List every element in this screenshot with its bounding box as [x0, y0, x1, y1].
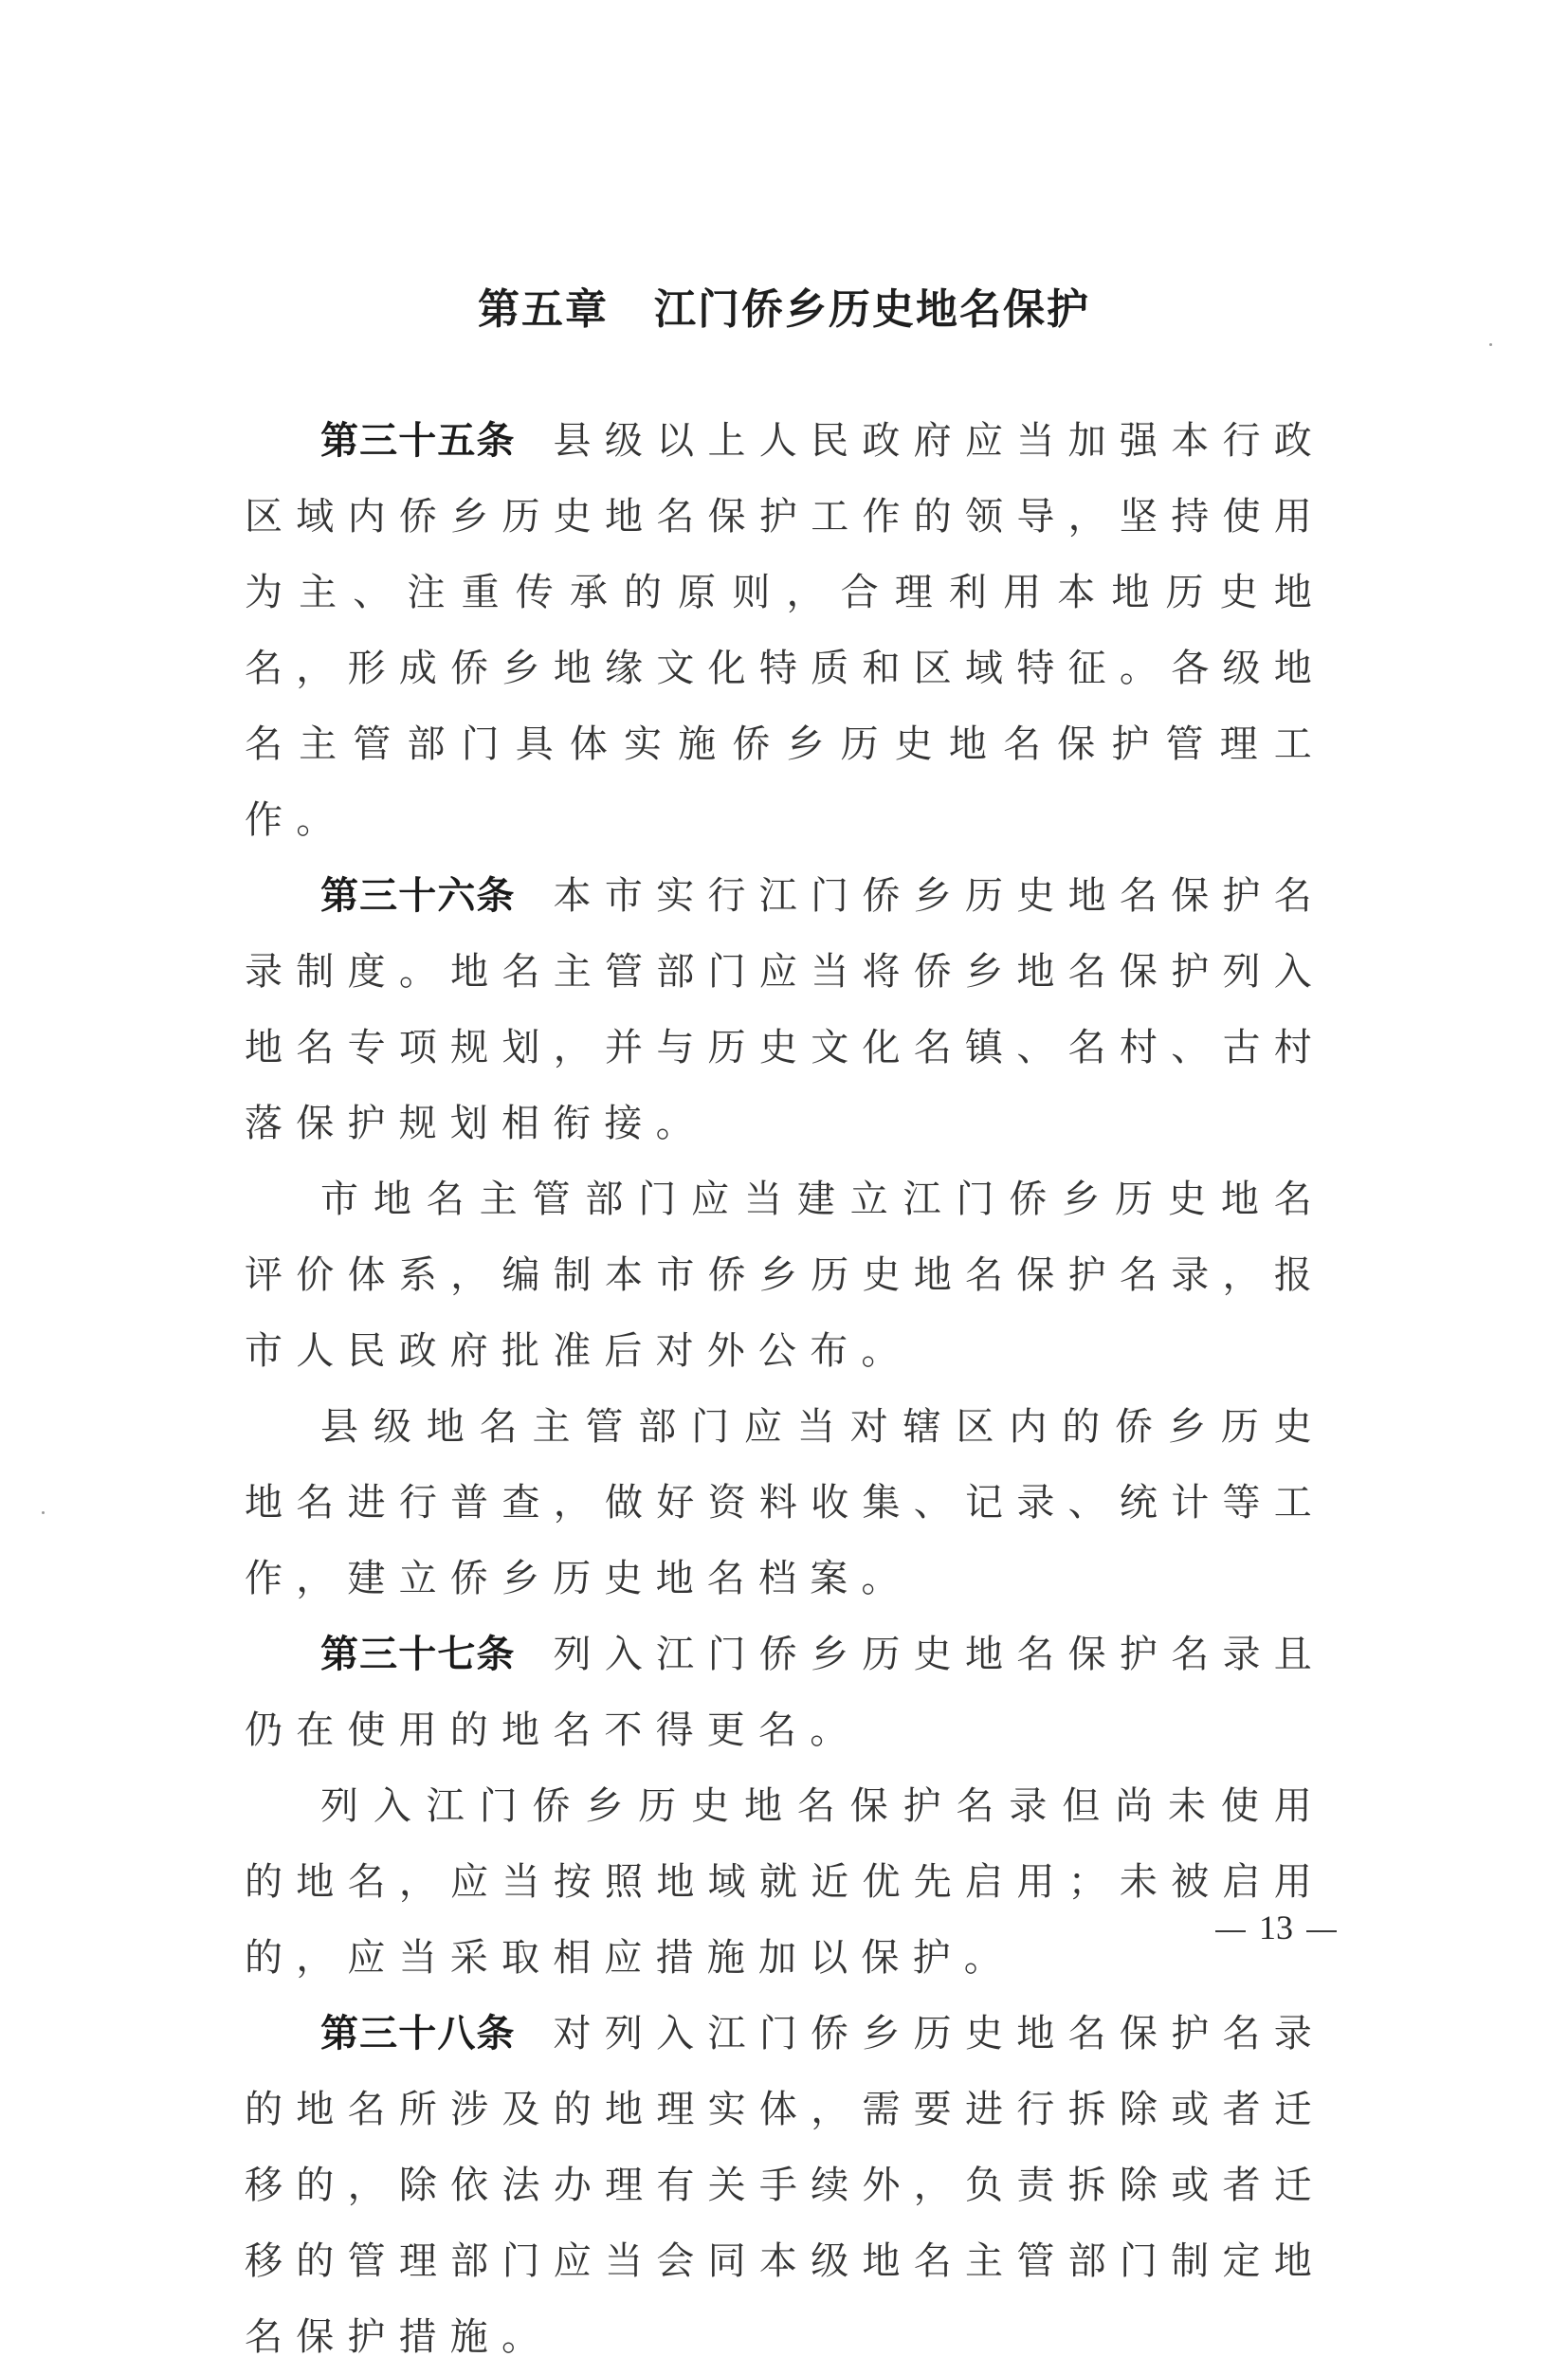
page-number-value: 13 — [1259, 1909, 1293, 1946]
paragraph-text: 县级以上人民政府应当加强本行政区域内侨乡历史地名保护工作的领导，坚持使用为主、注重传承的原则，合理利用本地历史地名，形成侨乡地缘文化特质和区域特征。各级地名主管部门具体实施侨乡历史地名保护管理工作。 — [245, 419, 1326, 842]
scan-speck — [1489, 343, 1492, 346]
page-number — [1202, 1908, 1350, 1947]
paragraph-article-37 — [245, 1617, 1325, 1768]
article-number: 第三十五条 — [320, 419, 516, 463]
paragraph-article-38 — [245, 1996, 1325, 2375]
paragraph-text: 对列入江门侨乡历史地名保护名录的地名所涉及的地理实体，需要进行拆除或者迁移的，除依法办理有关手续外，负责拆除或者迁移的管理部门应当会同本级地名主管部门制定地名保护措施。 — [245, 2012, 1326, 2359]
page-number-dash-left — [1215, 1930, 1246, 1932]
paragraph-text: 列入江门侨乡历史地名保护名录且仍在使用的地名不得更名。 — [245, 1633, 1326, 1752]
paragraph-article-36 — [245, 858, 1325, 1161]
chapter-title — [0, 282, 1568, 338]
paragraph-article-35 — [245, 403, 1325, 858]
paragraph-article-37-clause-2 — [245, 1768, 1325, 1996]
paragraph-article-36-clause-3 — [245, 1389, 1325, 1617]
article-number: 第三十八条 — [320, 2012, 516, 2055]
article-number: 第三十六条 — [320, 874, 516, 918]
paragraph-text: 列入江门侨乡历史地名保护名录但尚未使用的地名，应当按照地域就近优先启用；未被启用的，应当采取相应措施加以保护。 — [245, 1784, 1325, 1980]
paragraph-text: 本市实行江门侨乡历史地名保护名录制度。地名主管部门应当将侨乡地名保护列入地名专项规划，并与历史文化名镇、名村、古村落保护规划相衔接。 — [245, 874, 1326, 1145]
page-number-dash-right — [1306, 1930, 1337, 1932]
article-number: 第三十七条 — [320, 1633, 516, 1676]
paragraph-text: 市地名主管部门应当建立江门侨乡历史地名评价体系，编制本市侨乡历史地名保护名录，报市人民政府批准后对外公布。 — [245, 1178, 1325, 1373]
scan-speck — [42, 1511, 45, 1514]
paragraph-text: 县级地名主管部门应当对辖区内的侨乡历史地名进行普查，做好资料收集、记录、统计等工作，建立侨乡历史地名档案。 — [245, 1405, 1325, 1600]
chapter-number: 第五章 — [478, 285, 609, 335]
paragraph-article-36-clause-2 — [245, 1161, 1325, 1389]
document-body — [245, 403, 1325, 2375]
chapter-name: 江门侨乡历史地名保护 — [654, 285, 1090, 335]
